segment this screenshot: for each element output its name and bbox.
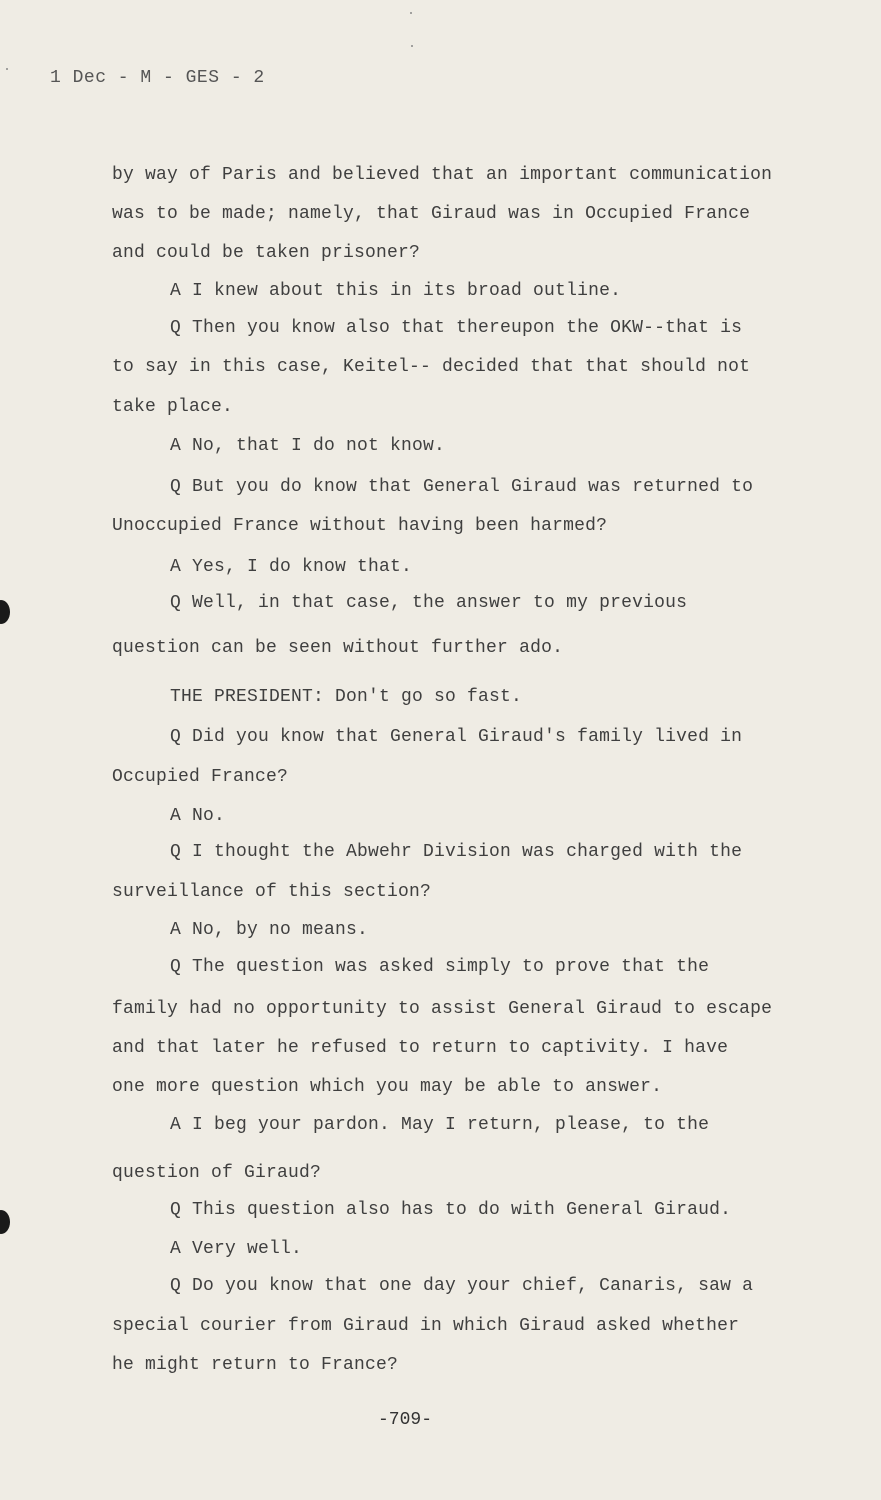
transcript-line: and that later he refused to return to captivity. I have bbox=[112, 1038, 729, 1058]
transcript-line: A I beg your pardon. May I return, please, to the bbox=[170, 1115, 710, 1135]
transcript-line: Q Do you know that one day your chief, Canaris, saw a bbox=[170, 1276, 754, 1296]
transcript-line: A Yes, I do know that. bbox=[170, 557, 413, 577]
transcript-line: A Very well. bbox=[170, 1239, 303, 1259]
punch-hole bbox=[0, 600, 10, 624]
paper-speck bbox=[410, 12, 412, 14]
transcript-line: by way of Paris and believed that an important communication bbox=[112, 165, 773, 185]
transcript-line: Q The question was asked simply to prove that the bbox=[170, 957, 710, 977]
transcript-line: surveillance of this section? bbox=[112, 882, 432, 902]
transcript-line: family had no opportunity to assist General Giraud to escape bbox=[112, 999, 773, 1019]
transcript-line: Unoccupied France without having been harmed? bbox=[112, 516, 608, 536]
transcript-line: Q Well, in that case, the answer to my previous bbox=[170, 593, 688, 613]
transcript-line: Occupied France? bbox=[112, 767, 289, 787]
transcript-line: take place. bbox=[112, 397, 234, 417]
transcript-line: he might return to France? bbox=[112, 1355, 399, 1375]
transcript-line: A No. bbox=[170, 806, 226, 826]
transcript-line: Q But you do know that General Giraud was returned to bbox=[170, 477, 754, 497]
transcript-line: and could be taken prisoner? bbox=[112, 243, 421, 263]
transcript-line: A No, by no means. bbox=[170, 920, 369, 940]
document-header: 1 Dec - M - GES - 2 bbox=[50, 68, 265, 88]
transcript-line: THE PRESIDENT: Don't go so fast. bbox=[170, 687, 523, 707]
transcript-line: question of Giraud? bbox=[112, 1163, 322, 1183]
transcript-line: question can be seen without further ado. bbox=[112, 638, 564, 658]
transcript-line: one more question which you may be able to answer. bbox=[112, 1077, 663, 1097]
transcript-line: to say in this case, Keitel-- decided that that should not bbox=[112, 357, 751, 377]
transcript-line: Q Then you know also that thereupon the OKW--that is bbox=[170, 318, 743, 338]
paper-speck bbox=[411, 45, 413, 47]
transcript-line: A No, that I do not know. bbox=[170, 436, 446, 456]
transcript-line: Q Did you know that General Giraud's family lived in bbox=[170, 727, 743, 747]
punch-hole bbox=[0, 1210, 10, 1234]
transcript-line: Q This question also has to do with General Giraud. bbox=[170, 1200, 732, 1220]
page-number: -709- bbox=[377, 1410, 432, 1430]
transcript-line: Q I thought the Abwehr Division was charged with the bbox=[170, 842, 743, 862]
transcript-line: special courier from Giraud in which Giraud asked whether bbox=[112, 1316, 740, 1336]
paper-speck bbox=[6, 68, 8, 70]
transcript-line: was to be made; namely, that Giraud was in Occupied France bbox=[112, 204, 751, 224]
transcript-line: A I knew about this in its broad outline. bbox=[170, 281, 622, 301]
